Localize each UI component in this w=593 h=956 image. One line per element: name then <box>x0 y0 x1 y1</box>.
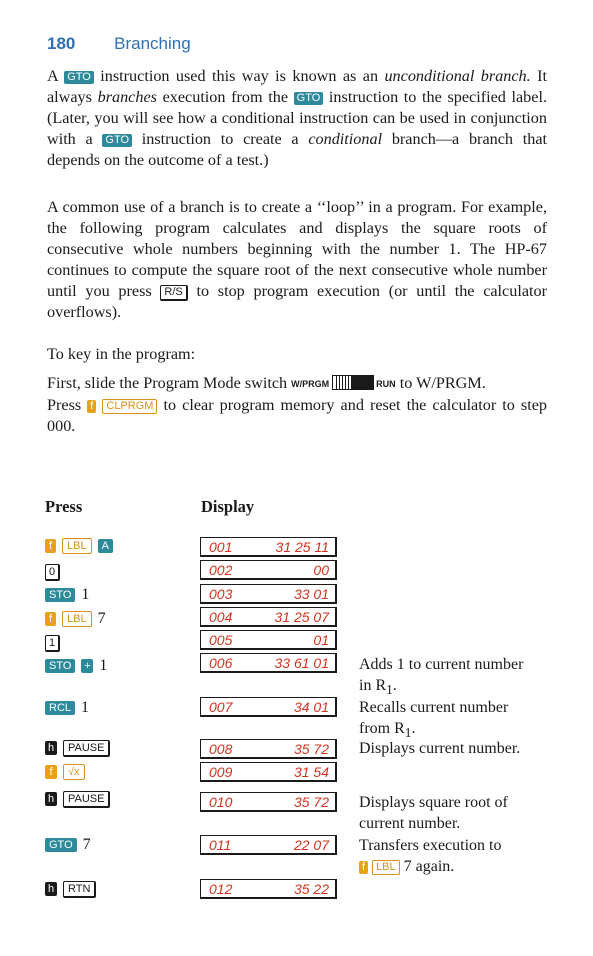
program-row <box>45 736 110 760</box>
note-display: Displays current number. <box>359 740 521 757</box>
note-recall: Recalls current number from $R_1$. <box>359 699 509 741</box>
clprgm-key-icon: CLPRGM <box>102 399 157 414</box>
program-row: STO + 1 <box>45 654 107 678</box>
program-mode-switch-icon: W/PRGM RUN <box>291 374 396 395</box>
program-row <box>45 560 60 584</box>
display-readout: 007 34 01 <box>200 697 337 717</box>
program-row <box>45 760 85 784</box>
program-row: f LBL 7 <box>45 607 106 631</box>
lbl-key-icon: LBL <box>372 860 400 875</box>
page-header <box>47 34 191 54</box>
note-sqrt: Displays square root of current number. <box>359 794 508 832</box>
display-readout: 005 01 <box>200 630 337 650</box>
gto-key-icon: GTO <box>102 134 132 147</box>
f-key-icon: f <box>45 539 56 553</box>
lbl-key-icon: LBL <box>62 611 92 627</box>
zero-key-icon: 0 <box>45 564 60 581</box>
paragraph-4: First, slide the Program Mode switch W/PRGM RUN to W/PRGM. Press f CLPRGM to clear program memory and reset the calculator to step 000. <box>47 374 548 435</box>
program-row <box>45 631 60 655</box>
rcl-key-icon: RCL <box>45 701 75 715</box>
paragraph-1: A GTO instruction used this way is known as an unconditional branch. It always branches execution from the GTO instruction to the specified label. (Later, you will see how a conditional instruction can be used in conjunction with a GTO instruction to create a conditional branch—a branch that depends on the outcome of a test.) <box>47 67 548 169</box>
pause-key-icon: PAUSE <box>63 740 110 757</box>
display-readout: 010 35 72 <box>200 792 337 812</box>
sto-key-icon: STO <box>45 659 75 673</box>
h-key-icon: h <box>45 792 57 806</box>
h-key-icon: h <box>45 882 57 896</box>
note-transfer: Transfers execution to f LBL 7 again. <box>359 837 502 875</box>
program-row <box>45 877 96 901</box>
f-key-icon: f <box>45 765 57 779</box>
f-key-icon: f <box>359 861 368 874</box>
f-key-icon: f <box>45 612 56 626</box>
h-key-icon: h <box>45 741 57 755</box>
a-key-icon: A <box>98 539 113 553</box>
section-title: Branching <box>114 34 191 53</box>
display-readout: 004 31 25 07 <box>200 607 337 627</box>
program-row <box>45 787 110 811</box>
rtn-key-icon: RTN <box>63 881 96 898</box>
press-column-header: Press <box>45 497 83 516</box>
display-readout: 011 22 07 <box>200 835 337 855</box>
note-add: Adds 1 to current number in $R_1$. <box>359 656 524 698</box>
display-readout: 009 31 54 <box>200 762 337 782</box>
display-readout: 003 33 01 <box>200 584 337 604</box>
display-readout: 012 35 22 <box>200 879 337 899</box>
program-row <box>45 534 113 558</box>
program-row: GTO 7 <box>45 833 91 857</box>
display-readout: 001 31 25 11 <box>200 537 337 557</box>
display-readout: 008 35 72 <box>200 739 337 759</box>
paragraph-2: A common use of a branch is to create a ‘‘loop’’ in a program. For example, the following program calculates and displays the square roots of consecutive whole numbers beginning with the number 1. The HP-67 continues to compute the square root of the next consecutive whole number until you press R/S to stop program execution (or until the calculator overflows). <box>47 198 548 321</box>
lbl-key-icon: LBL <box>62 538 92 554</box>
program-row: RCL 1 <box>45 696 89 720</box>
gto-key-icon: GTO <box>45 838 77 852</box>
f-key-icon: f <box>87 400 96 413</box>
rs-key-icon: R/S <box>160 285 187 301</box>
page-number: 180 <box>47 34 76 53</box>
sqrt-key-icon: √x <box>63 764 85 780</box>
display-column-header: Display <box>201 497 255 516</box>
paragraph-3: To key in the program: <box>47 345 196 363</box>
gto-key-icon: GTO <box>64 71 94 84</box>
display-readout: 002 00 <box>200 560 337 580</box>
sto-key-icon: STO <box>45 588 75 602</box>
gto-key-icon: GTO <box>294 92 324 105</box>
one-key-icon: 1 <box>45 635 60 652</box>
pause-key-icon: PAUSE <box>63 791 110 808</box>
display-readout: 006 33 61 01 <box>200 653 337 673</box>
program-row: STO 1 <box>45 583 89 607</box>
plus-key-icon: + <box>81 659 93 673</box>
